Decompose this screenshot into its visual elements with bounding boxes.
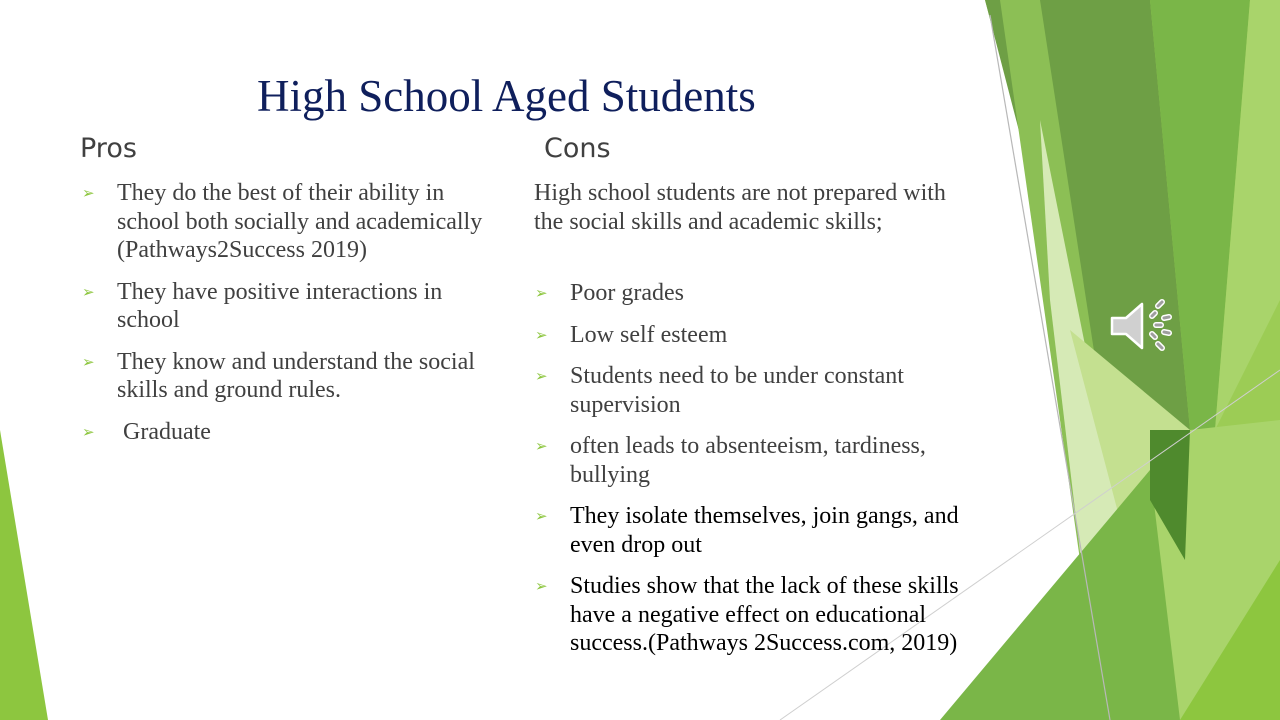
pros-heading: Pros (80, 133, 137, 164)
slide-title: High School Aged Students (257, 71, 756, 121)
list-item (535, 279, 960, 308)
list-item (535, 432, 960, 489)
pros-item-text: Graduate (117, 418, 211, 445)
pros-item-text: They do the best of their ability in school both socially and academically (Pathways2Success 2019) (117, 180, 483, 263)
list-item (82, 348, 497, 405)
speaker-icon[interactable] (1108, 296, 1176, 356)
list-item (535, 502, 960, 559)
cons-list (535, 279, 960, 671)
arrow-bullet-icon: ➢ (535, 577, 548, 595)
cons-item-text: Students need to be under constant supervision (570, 363, 904, 418)
arrow-bullet-icon: ➢ (82, 184, 95, 202)
arrow-bullet-icon: ➢ (535, 507, 548, 525)
arrow-bullet-icon: ➢ (535, 367, 548, 385)
arrow-bullet-icon: ➢ (82, 422, 95, 441)
pros-list (82, 179, 497, 459)
list-item (535, 321, 960, 350)
arrow-bullet-icon: ➢ (82, 352, 95, 371)
list-item (535, 572, 960, 658)
list-item (82, 278, 497, 335)
list-item (82, 179, 497, 265)
right-facet-bottom-mid (940, 470, 1180, 720)
pros-item-text: They have positive interactions in school (117, 278, 443, 333)
cons-item-text: Studies show that the lack of these skills have a negative effect on educational success.(Pathways 2Success.com, 2019) (570, 573, 959, 656)
list-item (535, 362, 960, 419)
list-item (82, 418, 497, 447)
cons-item-text: They isolate themselves, join gangs, and even drop out (570, 503, 959, 558)
arrow-bullet-icon: ➢ (535, 325, 548, 344)
arrow-bullet-icon: ➢ (82, 282, 95, 301)
left-edge-facet (0, 430, 48, 720)
cons-heading: Cons (544, 133, 611, 164)
arrow-bullet-icon: ➢ (535, 437, 548, 455)
arrow-bullet-icon: ➢ (535, 284, 548, 302)
cons-item-text: often leads to absenteeism, tardiness, bullying (570, 433, 926, 488)
cons-intro-text: High school students are not prepared with the social skills and academic skills; (534, 180, 946, 235)
pros-item-text: They know and understand the social skills and ground rules. (117, 348, 475, 403)
cons-item-text: Poor grades (570, 280, 684, 306)
cons-item-text: Low self esteem (570, 321, 728, 348)
